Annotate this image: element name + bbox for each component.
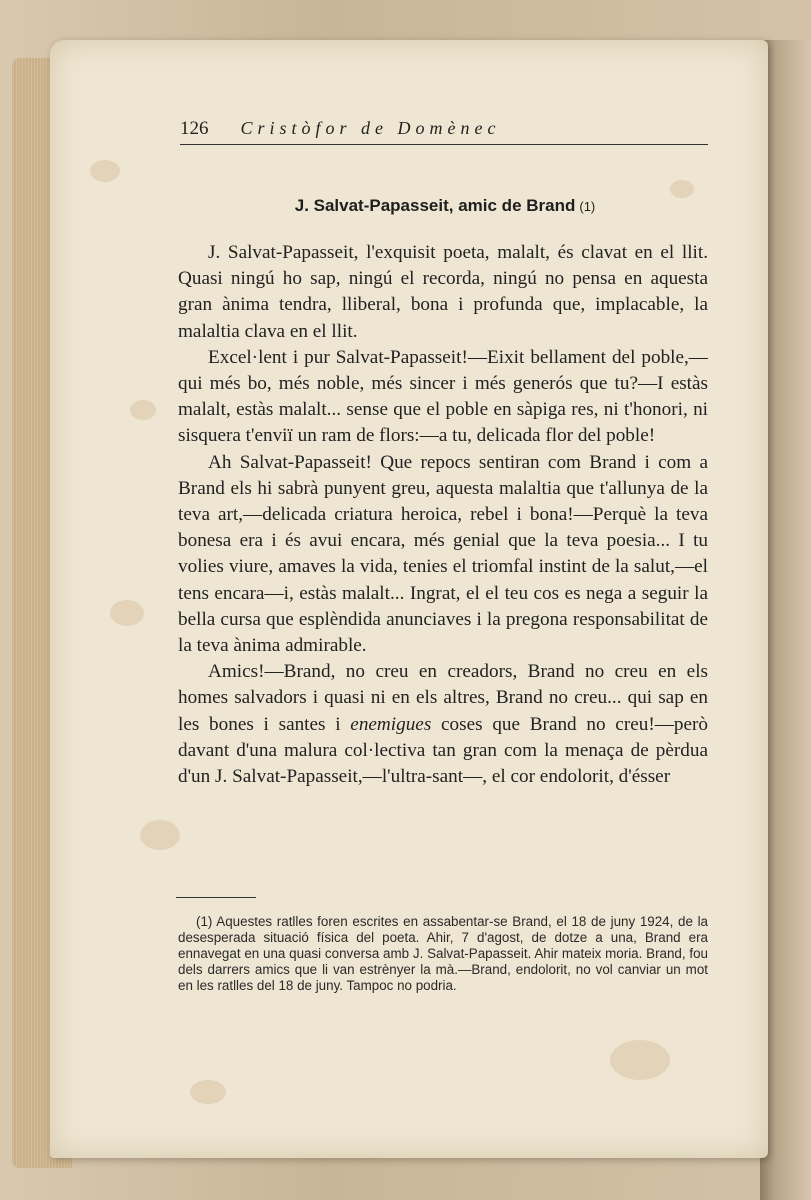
foxing-stain [610, 1040, 670, 1080]
running-header [180, 118, 708, 145]
foxing-stain [140, 820, 180, 850]
paragraph-text: coses que Brand no creu!—però davant d'una malura col·lectiva tan gran com la menaça de pèrdua d'un J. Salvat-Papasseit,—l'ultra-sant—, el cor endolorit, d'ésser [178, 713, 708, 788]
emphasized-word: enemigues [350, 713, 432, 735]
paragraph: J. Salvat-Papasseit, l'exquisit poeta, malalt, és clavat en el llit. Quasi ningú ho sap, ningú el recorda, ningú no pensa en aquesta gran ànima tendra, lliberal, bona i profunda que, implacable, la malaltia clava en el llit. [178, 242, 708, 342]
running-head-author: Cristòfor de Domènec [240, 118, 501, 138]
body-text [178, 240, 708, 790]
paragraph: Ah Salvat-Papasseit! Que repocs sentiran com Brand i com a Brand els hi sabrà punyent greu, aquesta malaltia que t'allunya de la teva art,—delicada criatura heroica, rebel i bona!—Perquè la teva bonesa era i és avui encara, més genial que la teva poesia... I tu volies viure, amaves la vida, tenies el triomfal instint de la salut,—el tens encara—i, estàs malalt... Ingrat, el el teu cos es nega a seguir la bella cursa que esplèndida anunciaves i la pregona responsabilitat de la teva ànima admirable. [178, 451, 708, 657]
paragraph-text: Amics!—Brand, no creu en creadors, Brand no creu en els homes salvadors i quasi ni en els altres, Brand no creu... qui sap en les bones i santes i [178, 661, 708, 735]
foxing-stain [130, 400, 156, 420]
foxing-stain [110, 600, 144, 626]
footnote-text: (1) Aquestes ratlles foren escrites en assabentar-se Brand, el 18 de juny 1924, de la desesperada situació física del poeta. Ahir, 7 d'agost, de dotze a una, Brand era ennavegat en una quasi conversa amb J. Salvat-Papasseit. Ahir mateix moria. Brand, fou dels darrers amics que li van estrènyer la mà.—Brand, endolorit, no vol canviar un mot en les ratlles del 18 de juny. Tampoc no podria. [178, 914, 708, 993]
section-title [182, 196, 708, 216]
footnote-reference: (1) [579, 199, 596, 214]
page-number: 126 [180, 118, 209, 139]
foxing-stain [190, 1080, 226, 1104]
footnote-rule [176, 897, 256, 898]
paragraph: Excel·lent i pur Salvat-Papasseit!—Eixit bellament del poble,—qui més bo, més noble, més sincer i més generós que tu?—I estàs malalt, estàs malalt... sense que el poble en sàpiga res, ni t'honori, ni sisquera t'enviï un ram de flors:—a tu, delicada flor del poble! [178, 346, 708, 447]
footnote [178, 914, 708, 994]
foxing-stain [90, 160, 120, 182]
paragraph [178, 659, 708, 790]
section-title-text: J. Salvat-Papasseit, amic de Brand [294, 196, 576, 215]
